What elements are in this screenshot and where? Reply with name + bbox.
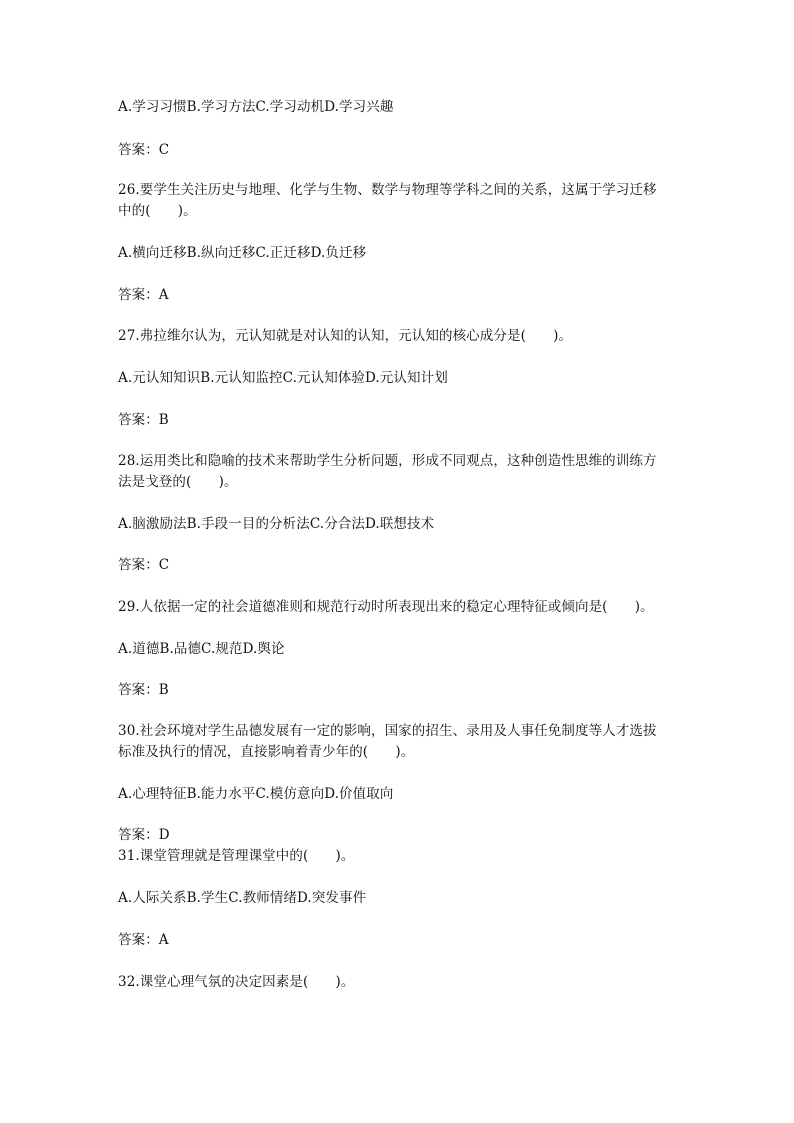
q30-question-line2: 标准及执行的情况，直接影响着青少年的( )。 (118, 744, 415, 760)
q27-answer: 答案：B (118, 412, 169, 428)
q28-answer: 答案：C (118, 557, 170, 573)
q28-question-line2: 法是戈登的( )。 (118, 474, 238, 490)
q29-answer: 答案：B (118, 682, 169, 698)
q28-options: A.脑激励法B.手段一目的分析法C.分合法D.联想技术 (118, 516, 435, 532)
q30-options: A.心理特征B.能力水平C.模仿意向D.价值取向 (118, 786, 394, 802)
q26-options: A.横向迁移B.纵向迁移C.正迁移D.负迁移 (118, 245, 367, 261)
q27-question: 27.弗拉维尔认为，元认知就是对认知的认知，元认知的核心成分是( )。 (118, 328, 573, 344)
q31-options: A.人际关系B.学生C.教师情绪D.突发事件 (118, 890, 367, 906)
q28-question-line1: 28.运用类比和隐喻的技术来帮助学生分析问题，形成不同观点，这种创造性思维的训练方 (118, 453, 657, 469)
q32-question: 32.课堂心理气氛的决定因素是( )。 (118, 974, 355, 990)
q27-options: A.元认知知识B.元认知监控C.元认知体验D.元认知计划 (118, 370, 448, 386)
q26-question-line2: 中的( )。 (118, 203, 197, 219)
q30-answer: 答案：D (118, 827, 170, 843)
q26-answer: 答案：A (118, 287, 169, 303)
q30-question-line1: 30.社会环境对学生品德发展有一定的影响，国家的招生、录用及人事任免制度等人才选拔 (118, 723, 657, 739)
q31-answer: 答案：A (118, 932, 169, 948)
q26-question-line1: 26.要学生关注历史与地理、化学与生物、数学与物理等学科之间的关系，这属于学习迁移 (118, 182, 657, 198)
q25-options: A.学习习惯B.学习方法C.学习动机D.学习兴趣 (118, 99, 394, 115)
q29-question: 29.人依据一定的社会道德准则和规范行动时所表现出来的稳定心理特征或倾向是( )。 (118, 599, 654, 615)
q31-question: 31.课堂管理就是管理课堂中的( )。 (118, 848, 355, 864)
q29-options: A.道德B.品德C.规范D.舆论 (118, 641, 285, 657)
q25-answer: 答案：C (118, 142, 170, 158)
